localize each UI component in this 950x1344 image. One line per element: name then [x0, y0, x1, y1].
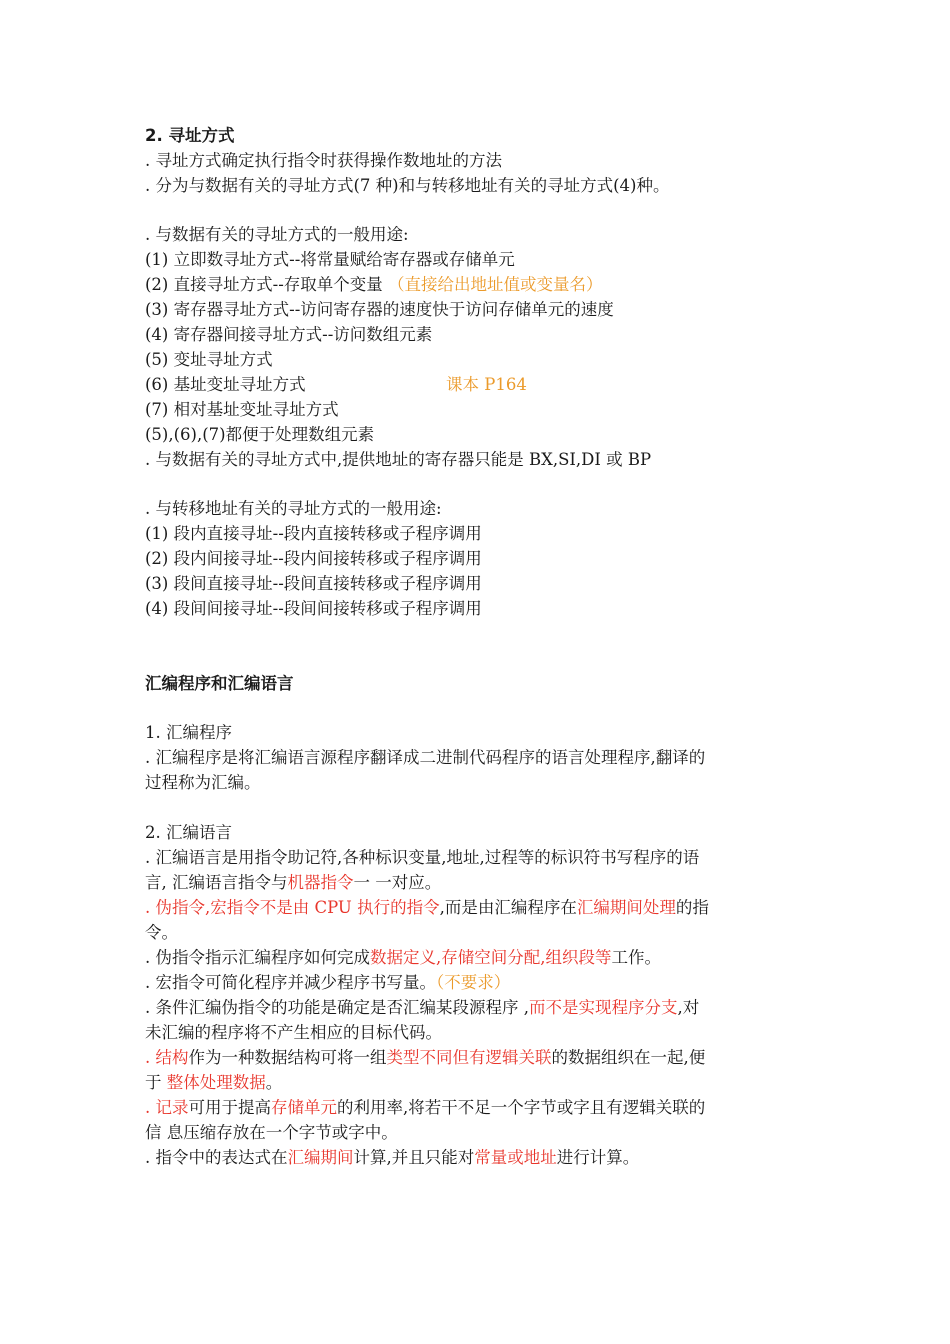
paragraph: . 宏指令可简化程序并减少程序书写量。（不要求） [145, 973, 511, 992]
list-item: (3) 寄存器寻址方式--访问寄存器的速度快于访问存储单元的速度 [145, 300, 614, 319]
highlight: 记录 [155, 1098, 189, 1117]
list-title: . 与转移地址有关的寻址方式的一般用途: [145, 499, 442, 518]
annotation-note: （直接给出地址值或变量名） [388, 275, 603, 294]
paragraph: . 汇编程序是将汇编语言源程序翻译成二进制代码程序的语言处理程序,翻译的 [145, 748, 706, 767]
paragraph: . 伪指令,宏指令不是由 CPU 执行的指令,而是由汇编程序在汇编期间处理的指 [145, 898, 709, 917]
paragraph: . 条件汇编伪指令的功能是确定是否汇编某段源程序 ,而不是实现程序分支,对 [145, 998, 700, 1017]
highlight: 存储单元 [271, 1098, 337, 1117]
paragraph: . 与数据有关的寻址方式中,提供地址的寄存器只能是 BX,SI,DI 或 BP [145, 450, 652, 469]
list-item: (5) 变址寻址方式 [145, 350, 273, 369]
paragraph: . 分为与数据有关的寻址方式(7 种)和与转移地址有关的寻址方式(4)种。 [145, 176, 670, 195]
paragraph: 信 息压缩存放在一个字节或字中。 [145, 1123, 398, 1142]
list-item: (1) 段内直接寻址--段内直接转移或子程序调用 [145, 524, 482, 543]
paragraph: (5),(6),(7)都便于处理数组元素 [145, 425, 375, 444]
section-heading-assembly: 汇编程序和汇编语言 [145, 674, 294, 693]
paragraph: . 伪指令指示汇编程序如何完成数据定义,存储空间分配,组织段等工作。 [145, 948, 661, 967]
highlight: 数据定义,存储空间分配,组织段等 [370, 948, 612, 967]
paragraph: . 指令中的表达式在汇编期间计算,并且只能对常量或地址进行计算。 [145, 1148, 640, 1167]
paragraph: . 汇编语言是用指令助记符,各种标识变量,地址,过程等的标识符书写程序的语 [145, 848, 700, 867]
list-item: (4) 寄存器间接寻址方式--访问数组元素 [145, 325, 433, 344]
list-item: (1) 立即数寻址方式--将常量赋给寄存器或存储单元 [145, 250, 515, 269]
list-title: . 与数据有关的寻址方式的一般用途: [145, 225, 409, 244]
subheading: 1. 汇编程序 [145, 723, 232, 742]
paragraph: . 结构作为一种数据结构可将一组类型不同但有逻辑关联的数据组织在一起,便 [145, 1048, 706, 1067]
highlight: 类型不同但有逻辑关联 [386, 1048, 552, 1067]
list-item: (4) 段间间接寻址--段间间接转移或子程序调用 [145, 599, 482, 618]
paragraph: 令。 [145, 923, 178, 942]
list-item: (7) 相对基址变址寻址方式 [145, 400, 339, 419]
subheading: 2. 汇编语言 [145, 823, 232, 842]
annotation-note: （不要求） [436, 973, 511, 992]
list-item: (2) 直接寻址方式--存取单个变量 （直接给出地址值或变量名） [145, 275, 603, 294]
paragraph: . 记录可用于提高存储单元的利用率,将若干不足一个字节或字且有逻辑关联的 [145, 1098, 706, 1117]
paragraph: 过程称为汇编。 [145, 773, 261, 792]
highlight: 伪指令,宏指令不是由 CPU 执行的指令 [155, 898, 440, 917]
highlight: 常量或地址 [474, 1148, 557, 1167]
highlight: 汇编期间 [287, 1148, 354, 1167]
highlight: 机器指令 [287, 873, 354, 892]
highlight: 结构 [155, 1048, 189, 1067]
highlight: 整体处理数据 [166, 1073, 266, 1092]
section-heading-addressing: 2. 寻址方式 [145, 126, 235, 145]
highlight: 而不是实现程序分支 [528, 998, 678, 1017]
list-item: (6) 基址变址寻址方式 [145, 375, 306, 394]
list-item: (3) 段间直接寻址--段间直接转移或子程序调用 [145, 574, 482, 593]
textbook-note: 课本 P164 [446, 375, 527, 394]
paragraph: 未汇编的程序将不产生相应的目标代码。 [145, 1023, 442, 1042]
highlight: 汇编期间处理 [576, 898, 676, 917]
paragraph: . 寻址方式确定执行指令时获得操作数地址的方法 [145, 151, 502, 170]
paragraph: 言, 汇编语言指令与机器指令一 一对应。 [145, 873, 442, 892]
list-item: (2) 段内间接寻址--段内间接转移或子程序调用 [145, 549, 482, 568]
paragraph: 于 整体处理数据。 [145, 1073, 283, 1092]
